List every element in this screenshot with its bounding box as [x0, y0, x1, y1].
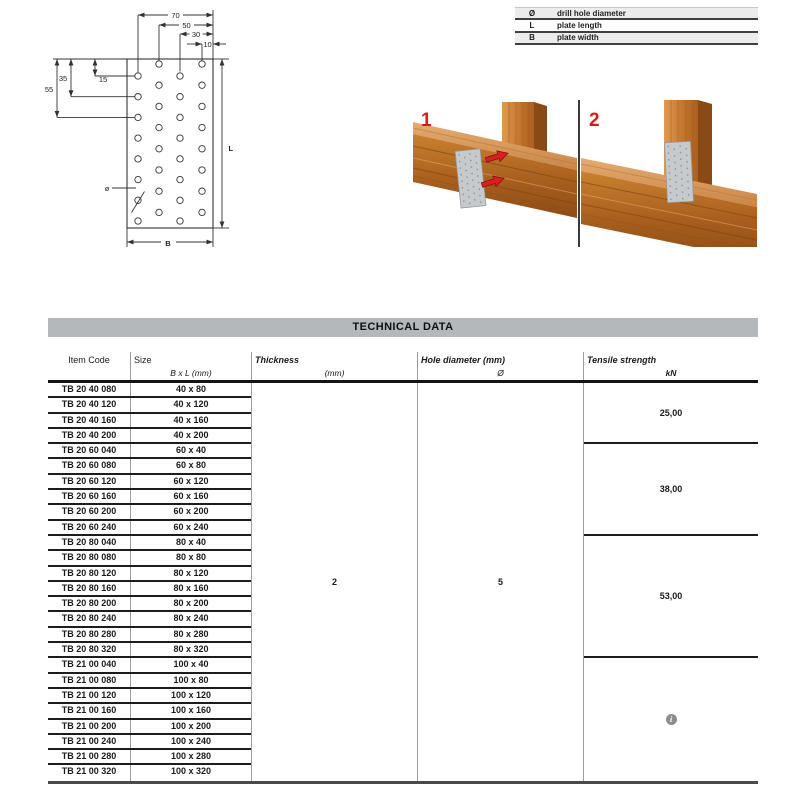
table-row — [48, 765, 251, 780]
dimension-drawing — [35, 2, 245, 258]
size-cell: 80 x 120 — [130, 567, 251, 580]
thickness-merged-cell: 2 — [251, 383, 417, 781]
header-hole-diameter: Hole diameter (mm) Ø — [417, 352, 583, 380]
legend-description: plate width — [557, 33, 599, 43]
table-row — [48, 551, 251, 566]
size-cell: 100 x 240 — [130, 735, 251, 748]
dim-70: 70 — [171, 10, 180, 20]
size-cell: 40 x 120 — [130, 398, 251, 411]
table-row — [48, 521, 251, 536]
info-icon: i — [666, 714, 677, 725]
item-code-cell: TB 20 80 240 — [61, 613, 117, 624]
item-code-cell: TB 20 40 080 — [61, 384, 117, 394]
item-code-cell: TB 20 60 080 — [61, 460, 117, 471]
size-cell: 100 x 160 — [130, 704, 251, 717]
size-cell: 80 x 80 — [130, 551, 251, 564]
table-header — [48, 352, 758, 383]
table-row — [48, 750, 251, 765]
table-row — [48, 459, 251, 474]
item-code-cell: TB 20 40 200 — [61, 429, 117, 440]
item-code-cell: TB 20 80 120 — [61, 567, 117, 578]
item-code-cell: TB 20 80 080 — [61, 552, 117, 563]
size-cell: 60 x 120 — [130, 475, 251, 488]
table-row — [48, 720, 251, 735]
legend-row — [515, 33, 758, 45]
table-row — [48, 414, 251, 429]
size-cell: 80 x 160 — [130, 582, 251, 595]
tensile-group-4 — [584, 658, 758, 780]
header-size: Size B x L (mm) — [130, 352, 251, 380]
size-cell: 60 x 240 — [130, 521, 251, 534]
perforated-plate — [455, 149, 486, 208]
table-row — [48, 612, 251, 627]
table-row — [48, 475, 251, 490]
item-code-cell: TB 21 00 280 — [61, 751, 117, 762]
panel-divider — [578, 100, 580, 247]
table-row — [48, 628, 251, 643]
size-cell: 100 x 80 — [130, 674, 251, 687]
legend-row — [515, 20, 758, 32]
table-row — [48, 567, 251, 582]
table-row — [48, 505, 251, 520]
item-code-cell: TB 20 60 160 — [61, 491, 117, 502]
item-code-cell: TB 21 00 080 — [61, 674, 117, 685]
size-cell: 100 x 200 — [130, 720, 251, 733]
dim-55: 55 — [44, 85, 54, 94]
item-code-cell: TB 20 80 200 — [61, 598, 117, 609]
table-row — [48, 643, 251, 658]
legend-symbol: L — [529, 21, 535, 31]
table-row — [48, 674, 251, 689]
item-code-cell: TB 20 40 120 — [61, 399, 117, 410]
item-code-cell: TB 21 00 120 — [61, 689, 117, 700]
item-code-cell: TB 21 00 240 — [61, 735, 117, 746]
size-cell: 80 x 40 — [130, 536, 251, 549]
legend-symbol: B — [529, 33, 535, 43]
tensile-group-2: 38,00 — [584, 444, 758, 536]
size-cell: 60 x 200 — [130, 505, 251, 518]
size-cell: 80 x 200 — [130, 597, 251, 610]
size-cell: 80 x 240 — [130, 612, 251, 625]
dim-15: 15 — [98, 75, 108, 84]
item-code-cell: TB 20 80 320 — [61, 644, 117, 655]
installation-step-1-image — [413, 100, 577, 247]
step-number-1: 1 — [421, 110, 432, 131]
size-cell: 60 x 80 — [130, 459, 251, 472]
item-code-cell: TB 20 80 280 — [61, 628, 117, 639]
size-cell: 40 x 200 — [130, 429, 251, 442]
header-thickness: Thickness (mm) — [251, 352, 417, 380]
table-row — [48, 490, 251, 505]
item-code-cell: TB 20 60 200 — [61, 506, 117, 517]
item-code-cell: TB 21 00 160 — [61, 705, 117, 716]
timber-beam — [413, 122, 577, 218]
table-row — [48, 689, 251, 704]
table-row — [48, 658, 251, 673]
length-label: L — [228, 144, 234, 153]
tensile-group-3: 53,00 — [584, 536, 758, 658]
header-tensile-strength: Tensile strength kN — [583, 352, 758, 380]
table-row — [48, 735, 251, 750]
hole-diameter-merged-cell: 5 — [417, 383, 583, 781]
table-row — [48, 536, 251, 551]
size-cell: 100 x 280 — [130, 750, 251, 763]
dim-10: 10 — [203, 39, 212, 49]
diameter-symbol: ø — [104, 184, 110, 193]
table-row — [48, 398, 251, 413]
dim-50: 50 — [182, 20, 191, 30]
item-code-cell: TB 21 00 320 — [61, 766, 117, 777]
column-codes-sizes — [48, 383, 251, 781]
technical-data-title: TECHNICAL DATA — [48, 318, 758, 337]
size-cell: 80 x 320 — [130, 643, 251, 656]
table-body — [48, 383, 758, 784]
table-row — [48, 444, 251, 459]
table-row — [48, 429, 251, 444]
table-row — [48, 383, 251, 398]
legend-description: drill hole diameter — [557, 8, 626, 18]
size-cell: 100 x 120 — [130, 689, 251, 702]
legend-row — [515, 8, 758, 20]
item-code-cell: TB 20 80 160 — [61, 582, 117, 593]
size-cell: 80 x 280 — [130, 628, 251, 641]
size-cell: 100 x 40 — [130, 658, 251, 671]
technical-data-table — [48, 352, 758, 784]
legend-table — [515, 7, 758, 45]
installation-step-2-image — [581, 100, 757, 247]
item-code-cell: TB 20 80 040 — [61, 536, 117, 547]
perforated-plate — [664, 141, 693, 202]
item-code-cell: TB 20 60 040 — [61, 445, 117, 456]
tensile-group-1: 25,00 — [584, 383, 758, 444]
item-code-cell: TB 20 60 240 — [61, 521, 117, 532]
size-cell: 40 x 160 — [130, 414, 251, 427]
legend-description: plate length — [557, 21, 602, 31]
item-code-cell: TB 21 00 200 — [61, 720, 117, 731]
width-label: B — [165, 239, 171, 248]
size-cell: 40 x 80 — [130, 383, 251, 396]
size-cell: 100 x 320 — [130, 765, 251, 780]
table-row — [48, 704, 251, 719]
table-row — [48, 582, 251, 597]
step-number-2: 2 — [589, 110, 600, 131]
dim-35: 35 — [58, 74, 68, 83]
item-code-cell: TB 21 00 040 — [61, 659, 117, 670]
dim-30: 30 — [191, 29, 201, 39]
legend-symbol: Ø — [528, 8, 536, 18]
tensile-column — [583, 383, 758, 781]
header-item-code: Item Code — [68, 355, 110, 365]
table-row — [48, 597, 251, 612]
item-code-cell: TB 20 60 120 — [61, 475, 117, 486]
item-code-cell: TB 20 40 160 — [61, 414, 117, 425]
size-cell: 60 x 40 — [130, 444, 251, 457]
size-cell: 60 x 160 — [130, 490, 251, 503]
